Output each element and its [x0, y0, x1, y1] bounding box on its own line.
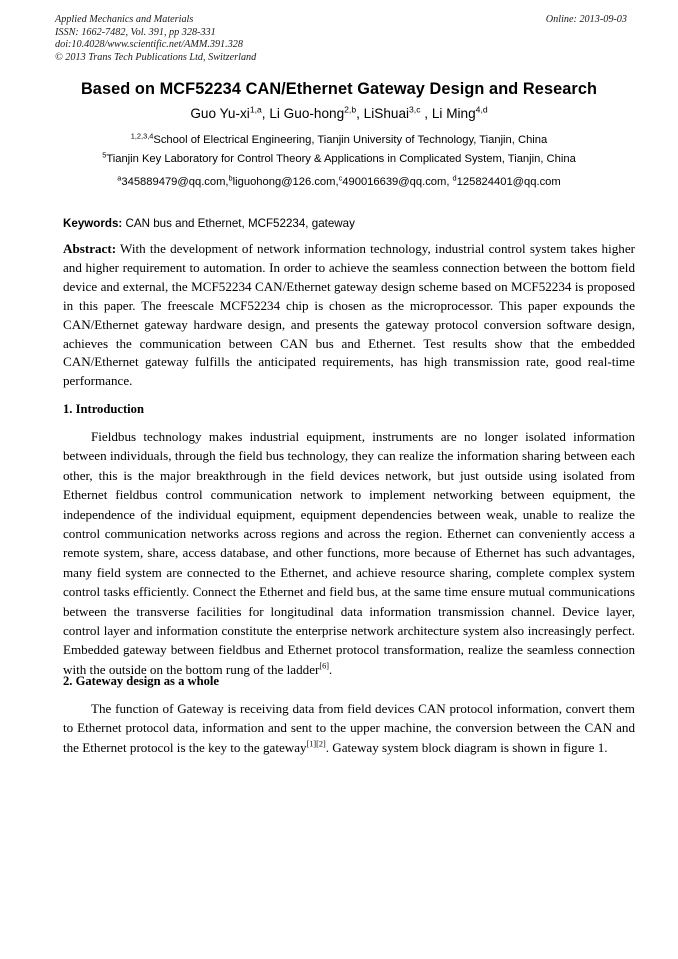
- author-name: Guo Yu-xi: [190, 106, 250, 121]
- author-affiliation-marker: 3,c: [409, 104, 421, 115]
- author-affiliation-marker: 1,a: [249, 104, 262, 115]
- author-separator: ,: [261, 106, 270, 121]
- abstract-label: Abstract:: [63, 241, 117, 256]
- affiliation-1: [40, 133, 638, 148]
- author-list: [40, 105, 638, 123]
- keywords-block: [63, 216, 635, 231]
- affiliation-marker: 1,2,3,4: [130, 131, 154, 141]
- journal-doi-line: doi:10.4028/www.scientific.net/AMM.391.328: [55, 39, 243, 51]
- abstract-block: [63, 240, 635, 391]
- online-date: Online: 2013-09-03: [545, 14, 627, 25]
- email-address: 490016639@qq.com,: [342, 176, 453, 188]
- author-affiliation-marker: 2,b: [344, 104, 357, 115]
- email-address: 125824401@qq.com: [456, 176, 561, 188]
- email-marker: b: [228, 173, 233, 183]
- affiliation-text: Tianjin Key Laboratory for Control Theory & Applications in Complicated System, Tianjin, China: [106, 153, 576, 165]
- section-heading-gateway-design: 2. Gateway design as a whole: [63, 674, 220, 688]
- citation-reference: [6]: [319, 661, 329, 671]
- email-marker: c: [338, 173, 343, 183]
- section-paragraph-introduction: [63, 427, 635, 679]
- journal-header: [55, 14, 627, 64]
- abstract-text: With the development of network information technology, industrial control system takes higher and higher requirement to automation. In order to achieve the seamless connection between the bottom field device and external, the MCF52234 CAN/Ethernet gateway design scheme based on MCF52234 is proposed in this paper. The freescale MCF52234 chip is chosen as the microprocessor. This paper expounds the CAN/Ethernet gateway hardware design, and presents the gateway protocol conversion software design, achieves the communication between CAN bus and Ethernet. Test results show that the embedded CAN/Ethernet gateway fulfills the anticipated requirements, has high transmission rate, good real-time performance.: [63, 241, 635, 389]
- keywords-label: Keywords:: [63, 217, 123, 230]
- paper-title: Based on MCF52234 CAN/Ethernet Gateway Design and Research: [80, 80, 598, 98]
- author-separator: ,: [420, 106, 432, 121]
- affiliation-text: School of Electrical Engineering, Tianjin University of Technology, Tianjin, China: [153, 134, 548, 146]
- author-name: Li Ming: [431, 106, 476, 121]
- affiliation-marker: 5: [102, 150, 107, 160]
- author-affiliation-marker: 4,d: [475, 104, 488, 115]
- section-heading-introduction: 1. Introduction: [63, 402, 144, 416]
- citation-reference: [1][2]: [306, 739, 326, 749]
- author-name: Li Guo-hong: [269, 106, 345, 121]
- section-paragraph-gateway-design: [63, 699, 635, 757]
- email-address: liguohong@126.com,: [232, 176, 339, 188]
- journal-name: Applied Mechanics and Materials: [55, 14, 194, 25]
- keywords-value: CAN bus and Ethernet, MCF52234, gateway: [122, 217, 355, 230]
- email-marker: a: [117, 173, 122, 183]
- author-separator: ,: [356, 106, 364, 121]
- paragraph-text: The function of Gateway is receiving data from field devices CAN protocol information, convert them to Ethernet protocol data, information and sent to the upper machine, the conversion between the CAN and the Ethernet protocol is the key to the gateway: [63, 701, 635, 755]
- journal-copyright-line: © 2013 Trans Tech Publications Ltd, Switzerland: [55, 51, 257, 63]
- email-address: 345889479@qq.com,: [121, 176, 229, 188]
- email-marker: d: [452, 173, 457, 183]
- paragraph-text-tail: . Gateway system block diagram is shown in figure 1.: [325, 739, 608, 755]
- affiliation-2: [40, 152, 638, 167]
- journal-issn-line: ISSN: 1662-7482, Vol. 391, pp 328-331: [55, 26, 216, 38]
- author-name: LiShuai: [363, 106, 410, 121]
- paragraph-text: Fieldbus technology makes industrial equipment, instruments are no longer isolated information between individuals, through the field bus technology, they can realize the information sharing between each other, this is the major breakthrough in the field devices network, but just outside using isolated from Ethernet fieldbus control communication network to implement networking between equipment, the independence of the individual equipment, equipment dependencies between weak, unable to realize the control communication networks across regions and across the region. Ethernet can conveniently access a remote system, share, access database, and other functions, more because of Ethernet has such advantages, many field system are connected to the Ethernet, and achieve resource sharing, complete complex system control tasks efficiently. Connect the Ethernet and field bus, at the same time ensure mutual communications between the transverse facilities for longitudinal data information transmission channel. Device layer, control layer and information constitute the enterprise network architecture system also increasingly perfect. Embedded gateway between fieldbus and Ethernet protocol transformation, realize the seamless connection with the outside on the bottom rung of the ladder: [63, 429, 635, 677]
- author-emails: [40, 175, 638, 190]
- journal-header-top-row: [55, 14, 627, 27]
- paragraph-text-tail: .: [328, 661, 333, 677]
